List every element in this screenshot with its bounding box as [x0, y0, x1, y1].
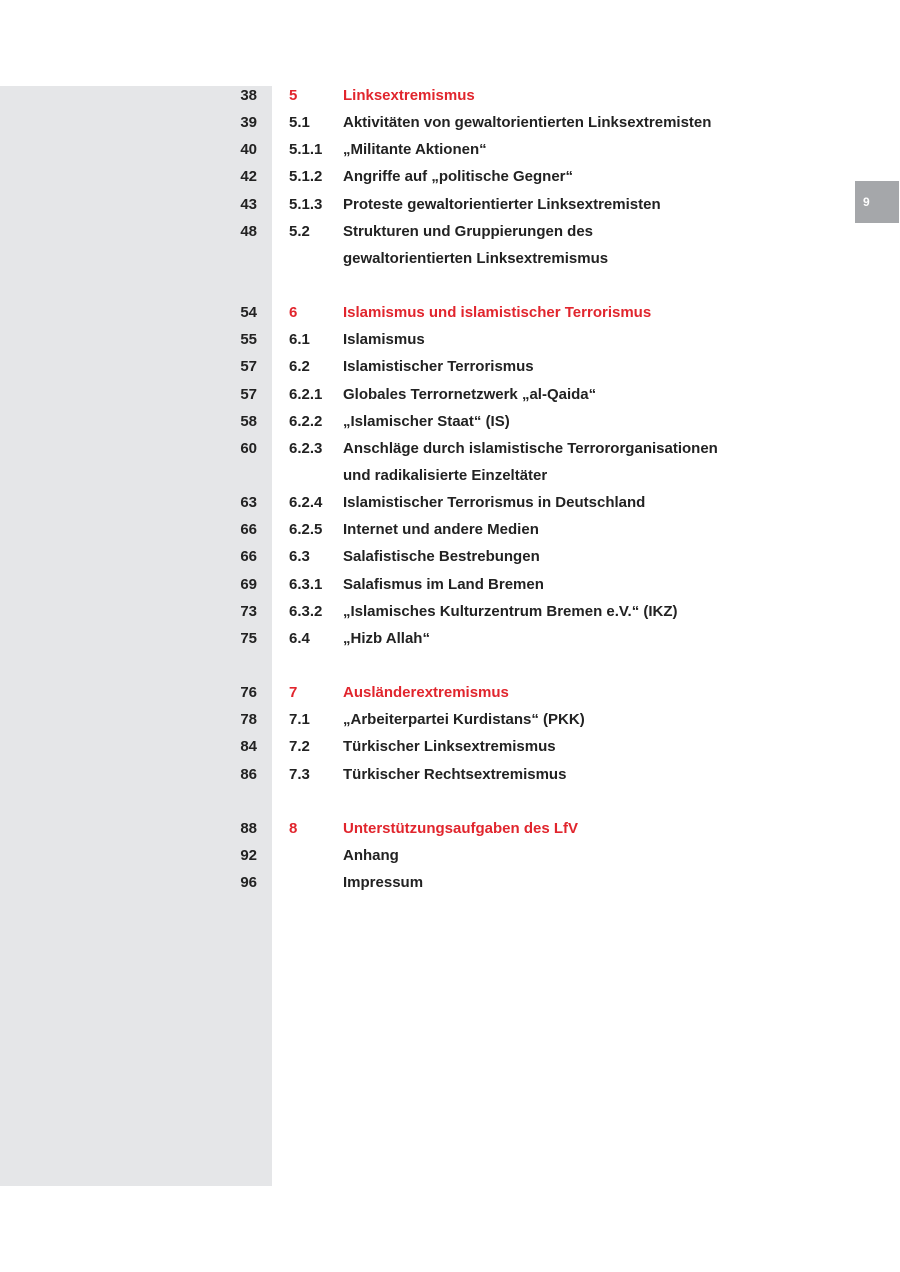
toc-entry[interactable]: [0, 869, 900, 896]
toc-chapter-entry[interactable]: [0, 815, 900, 842]
toc-section-title: Salafismus im Land Bremen: [343, 575, 544, 593]
toc-entry[interactable]: [0, 571, 900, 598]
toc-spacer: [0, 788, 900, 815]
toc-section-title: Islamistischer Terrorismus: [343, 358, 534, 376]
toc-entry[interactable]: [0, 381, 900, 408]
toc-entry[interactable]: [0, 625, 900, 652]
toc-section-number: 5.1: [289, 114, 310, 132]
toc-entry[interactable]: [0, 435, 900, 462]
toc-section-number: 5.1.2: [289, 168, 323, 186]
toc-entry[interactable]: [0, 353, 900, 380]
toc-section-number: 5.1.1: [289, 141, 323, 159]
toc-entry[interactable]: [0, 598, 900, 625]
toc-entry[interactable]: [0, 136, 900, 163]
toc-page-number: 60: [240, 439, 257, 457]
toc-page-number: 40: [240, 141, 257, 159]
toc-page-number: 54: [240, 304, 257, 322]
toc-page-number: 58: [240, 412, 257, 430]
toc-page-number: 38: [240, 87, 257, 104]
toc-page-number: 75: [240, 629, 257, 647]
toc-section-title: Islamistischer Terrorismus in Deutschland: [343, 494, 646, 512]
toc-chapter-entry[interactable]: [0, 299, 900, 326]
toc-entry[interactable]: [0, 842, 900, 869]
toc-section-number: 7.1: [289, 711, 310, 729]
toc-section-title: Strukturen und Gruppierungen des: [343, 222, 594, 240]
toc-entry[interactable]: [0, 218, 900, 245]
toc-entry[interactable]: [0, 191, 900, 218]
toc-section-number: 8: [289, 819, 298, 837]
toc-section-title: Ausländerextremismus: [343, 684, 509, 702]
toc-section-title: Impressum: [343, 874, 424, 892]
toc-section-title: Aktivitäten von gewaltorientierten Linksextremisten: [343, 114, 712, 132]
toc-page-number: 88: [240, 819, 257, 837]
toc-section-number: 6.3: [289, 548, 310, 566]
toc-page-number: 43: [240, 195, 257, 213]
toc-section-title: Türkischer Linksextremismus: [343, 738, 556, 756]
toc-page-number: 76: [240, 684, 257, 702]
toc-section-number: 6.2.1: [289, 385, 323, 403]
toc-section-title: Islamismus: [343, 331, 425, 349]
toc-entry[interactable]: [0, 516, 900, 543]
toc-section-title: Anhang: [343, 846, 399, 864]
toc-section-title: „Hizb Allah“: [343, 629, 430, 647]
toc-section-number: 6.2.4: [289, 494, 323, 512]
toc-page-number: 39: [240, 114, 257, 132]
toc-section-title: Islamismus und islamistischer Terrorismus: [343, 304, 652, 322]
toc-section-number: 6.2.2: [289, 412, 323, 430]
toc-section-title: „Militante Aktionen“: [343, 141, 487, 159]
toc-page-number: 92: [240, 846, 257, 864]
toc-entry[interactable]: [0, 462, 900, 489]
toc-page-number: 55: [240, 331, 257, 349]
toc-section-number: 7.2: [289, 738, 310, 756]
toc-page-number: 63: [240, 494, 257, 512]
toc-section-title: Salafistische Bestrebungen: [343, 548, 540, 566]
toc-page-number: 48: [240, 222, 257, 240]
toc-page-number: 57: [240, 385, 257, 403]
toc-section-title: Linksextremismus: [343, 87, 475, 104]
toc-entry[interactable]: [0, 408, 900, 435]
toc-page-number: 42: [240, 168, 257, 186]
toc-page-number: 96: [240, 874, 257, 892]
toc-page-number: 66: [240, 548, 257, 566]
toc-entry[interactable]: [0, 489, 900, 516]
toc-page-number: 66: [240, 521, 257, 539]
toc-page-number: 84: [240, 738, 257, 756]
toc-section-title: Angriffe auf „politische Gegner“: [343, 168, 574, 186]
table-of-contents: [0, 82, 900, 896]
toc-section-number: 6.3.2: [289, 602, 323, 620]
toc-section-title: „Islamisches Kulturzentrum Bremen e.V.“ (IKZ): [343, 602, 678, 620]
toc-page-number: 78: [240, 711, 257, 729]
toc-entry[interactable]: [0, 326, 900, 353]
toc-section-number: 6.2.3: [289, 439, 323, 457]
toc-section-number: 7.3: [289, 765, 310, 783]
toc-section-number: 7: [289, 684, 298, 702]
toc-section-title: Anschläge durch islamistische Terrororganisationen: [343, 439, 718, 457]
toc-entry[interactable]: [0, 109, 900, 136]
toc-entry[interactable]: [0, 245, 900, 272]
toc-page-number: 69: [240, 575, 257, 593]
toc-section-number: 6: [289, 304, 298, 322]
toc-section-title: gewaltorientierten Linksextremismus: [343, 249, 609, 267]
page-number: 9: [863, 195, 870, 209]
toc-entry[interactable]: [0, 543, 900, 570]
toc-section-number: 5.1.3: [289, 195, 323, 213]
toc-section-number: 6.4: [289, 629, 310, 647]
toc-section-title: „Arbeiterpartei Kurdistans“ (PKK): [343, 711, 585, 729]
toc-section-number: 6.3.1: [289, 575, 323, 593]
toc-section-title: Türkischer Rechtsextremismus: [343, 765, 567, 783]
toc-chapter-entry[interactable]: [0, 82, 900, 109]
toc-spacer: [0, 272, 900, 299]
toc-section-title: Proteste gewaltorientierter Linksextremisten: [343, 195, 661, 213]
toc-entry[interactable]: [0, 706, 900, 733]
toc-page-number: 73: [240, 602, 257, 620]
toc-section-title: Globales Terrornetzwerk „al-Qaida“: [343, 385, 597, 403]
toc-section-title: Unterstützungsaufgaben des LfV: [343, 819, 579, 837]
toc-entry[interactable]: [0, 733, 900, 760]
toc-section-number: 6.2.5: [289, 521, 323, 539]
toc-section-number: 5.2: [289, 222, 310, 240]
toc-page-number: 57: [240, 358, 257, 376]
toc-page-number: 86: [240, 765, 257, 783]
toc-section-number: 6.1: [289, 331, 310, 349]
toc-entry[interactable]: [0, 761, 900, 788]
toc-section-title: und radikalisierte Einzeltäter: [343, 466, 548, 484]
toc-section-number: 6.2: [289, 358, 310, 376]
toc-entry[interactable]: [0, 163, 900, 190]
toc-chapter-entry[interactable]: [0, 679, 900, 706]
toc-section-number: 5: [289, 87, 298, 104]
toc-section-title: „Islamischer Staat“ (IS): [343, 412, 510, 430]
toc-section-title: Internet und andere Medien: [343, 521, 539, 539]
toc-spacer: [0, 652, 900, 679]
